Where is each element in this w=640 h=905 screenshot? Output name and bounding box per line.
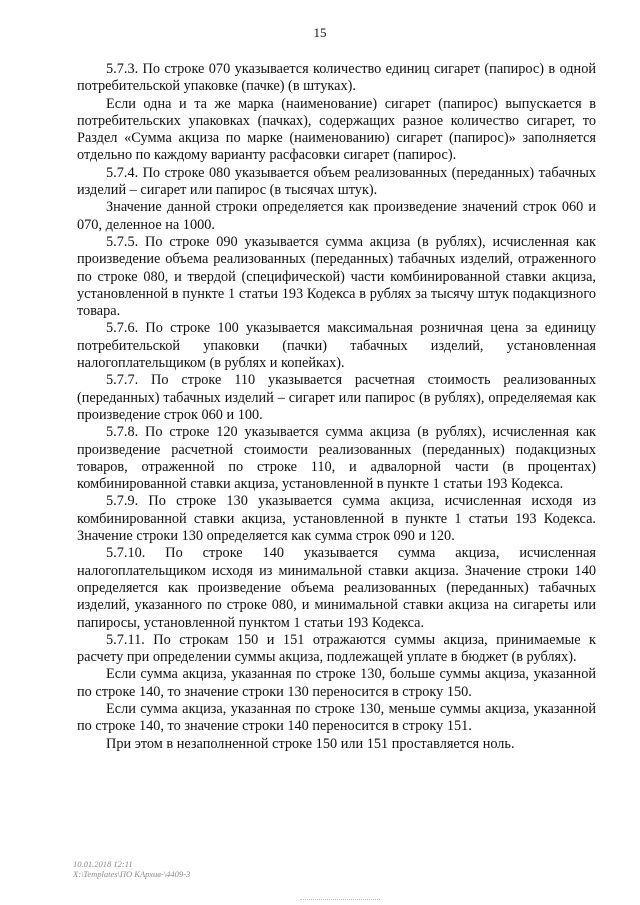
- paragraph-rule-less: Если сумма акциза, указанная по строке 130, меньше суммы акциза, указанной по строке 140, то значение строки 140 переносится в строку 151.: [77, 700, 596, 735]
- paragraph-5-7-5: 5.7.5. По строке 090 указывается сумма акциза (в рублях), исчисленная как произведение объема реализованных (переданных) табачных изделий, отраженного по строке 080, и твердой (специфической) части комбинированной ставки акциза, установленной в пункте 1 статьи 193 Кодекса в рублях за тысячу штук подакцизного товара.: [77, 233, 596, 320]
- paragraph-line-080-formula: Значение данной строки определяется как произведение значений строк 060 и 070, деленное на 1000.: [77, 199, 596, 233]
- paragraph-5-7-7: 5.7.7. По строке 110 указывается расчетная стоимость реализованных (переданных) табачных изделий – сигарет или папирос (в рублях), определяемая как произведение строк 060 и 100.: [77, 372, 596, 423]
- footer-file-path: X:\Templates\ПО КАрхив-\4409-3: [73, 869, 191, 879]
- paragraph-5-7-3: 5.7.3. По строке 070 указывается количество единиц сигарет (папирос) в одной потребительской упаковке (пачке) (в штуках).: [77, 61, 596, 95]
- paragraph-5-7-4: 5.7.4. По строке 080 указывается объем реализованных (переданных) табачных изделий – сигарет или папирос (в тысячах штук).: [77, 164, 596, 199]
- paragraph-5-7-11: 5.7.11. По строкам 150 и 151 отражаются суммы акциза, принимаемые к расчету при определении суммы акциза, подлежащей уплате в бюджет (в рублях).: [77, 631, 596, 666]
- paragraph-rule-greater: Если сумма акциза, указанная по строке 130, больше суммы акциза, указанной по строке 140, то значение строки 130 переносится в строку 150.: [77, 666, 596, 700]
- paragraph-packaging-variants: Если одна и та же марка (наименование) сигарет (папирос) выпускается в потребительских упаковках (пачках), содержащих разное количество сигарет, то Раздел «Сумма акциза по марке (наименованию) сигарет (папирос)» заполняется отдельно по каждому варианту расфасовки сигарет (папирос).: [77, 95, 596, 164]
- footer-timestamp: 10.01.2018 12:11: [73, 859, 133, 869]
- document-body: [77, 61, 596, 753]
- paragraph-5-7-8: 5.7.8. По строке 120 указывается сумма акциза (в рублях), исчисленная как произведение расчетной стоимости реализованных (переданных) подакцизных товаров, отраженной по строке 110, и адвалорной части (в процентах) комбинированной ставки акциза, установленной в пункте 1 статьи 193 Кодекса.: [77, 424, 596, 493]
- scan-edge-mark: [300, 899, 380, 902]
- file-stamp-footer: [73, 859, 190, 879]
- paragraph-5-7-10: 5.7.10. По строке 140 указывается сумма акциза, исчисленная налогоплательщиком исходя из минимальной ставки акциза. Значение строки 140 определяется как произведение объема реализованных (переданных) табачных изделий, указанного по строке 080, и минимальной ставки акциза на сигареты или папиросы, установленной пунктом 1 статьи 193 Кодекса.: [77, 545, 596, 631]
- paragraph-5-7-6: 5.7.6. По строке 100 указывается максимальная розничная цена за единицу потребительской упаковки (пачки) табачных изделий, установленная налогоплательщиком (в рублях и копейках).: [77, 320, 596, 372]
- paragraph-5-7-9: 5.7.9. По строке 130 указывается сумма акциза, исчисленная исходя из комбинированной ставки акциза, установленной в пункте 1 статьи 193 Кодекса. Значение строки 130 определяется как сумма строк 090 и 120.: [77, 493, 596, 545]
- paragraph-zero-rule: При этом в незаполненной строке 150 или 151 проставляется ноль.: [106, 735, 515, 752]
- page-number: 15: [313, 25, 327, 40]
